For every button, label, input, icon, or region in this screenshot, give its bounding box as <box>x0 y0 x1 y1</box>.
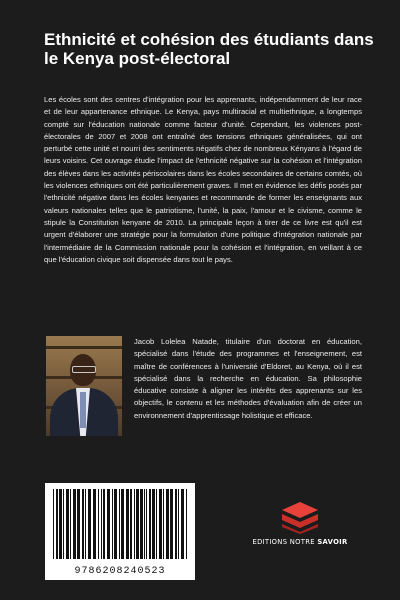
barcode-bar <box>186 489 187 559</box>
barcode-bar <box>163 489 164 559</box>
barcode-bar <box>126 489 129 559</box>
barcode-bar <box>181 489 184 559</box>
barcode-bar <box>112 489 113 559</box>
book-title: Ethnicité et cohésion des étudiants dans le Kenya post-électoral <box>44 30 374 68</box>
barcode-bar <box>82 489 84 559</box>
barcode-bar <box>146 489 147 559</box>
isbn-number: 9786208240523 <box>74 566 166 577</box>
barcode-bar <box>59 489 62 559</box>
barcode-bar <box>114 489 117 559</box>
barcode-bar <box>63 489 64 559</box>
publisher-logo-icon <box>280 500 320 534</box>
barcode-bar <box>166 489 169 559</box>
barcode-bar <box>70 489 71 559</box>
barcode-bar <box>85 489 86 559</box>
barcode-bar <box>159 489 162 559</box>
barcode-bar <box>107 489 110 559</box>
barcode-bar <box>130 489 132 559</box>
barcode-bar <box>88 489 91 559</box>
barcode-bar <box>149 489 151 559</box>
barcode-bar <box>144 489 145 559</box>
barcode-bar <box>119 489 120 559</box>
isbn-barcode <box>45 483 195 580</box>
barcode-bar <box>93 489 96 559</box>
barcode-bar <box>178 489 179 559</box>
barcode-bar <box>66 489 69 559</box>
barcode-bar <box>98 489 99 559</box>
barcode-bar <box>140 489 143 559</box>
barcode-bar <box>152 489 155 559</box>
barcode-bar <box>134 489 135 559</box>
barcode-bar <box>136 489 139 559</box>
barcode-bars <box>51 489 189 559</box>
barcode-bar <box>121 489 124 559</box>
barcode-bar <box>56 489 58 559</box>
publisher-block <box>250 500 350 546</box>
barcode-bar <box>170 489 173 559</box>
barcode-bar <box>175 489 177 559</box>
publisher-name: EDITIONS NOTRE SAVOIR <box>252 538 348 546</box>
barcode-bar <box>156 489 157 559</box>
book-summary: Les écoles sont des centres d'intégration pour les apprenants, indépendamment de leur race et de leur appartenance ethnique. Le Kenya, pays multiracial et multiethnique, a longtemps compté sur l'éducation nationale comme facteur d'unité. Cependant, les violences post-électorales de 2007 et 2008 ont entraîné des tensions ethniques généralisées, qui ont perturbé cette unité et nourri des sentiments négatifs chez de nombreux Kényans à l'égard de leurs voisins. Cet ouvrage étudie l'impact de l'ethnicité négative sur la cohésion et l'intégration des élèves dans les activités périscolaires dans les écoles secondaires de certains comtés, où les violences ethniques ont été particulièrement graves. Il met en évidence les défis posés par l'ethnicité négative dans les écoles kenyanes et recommande de former les enseignants aux valeurs nationales telles que le patriotisme, l'unité, la paix, l'amour et le civisme, comme le stipule la Constitution kenyane de 2010. La principale leçon à tirer de ce livre est qu'il est urgent d'élaborer une stratégie pour la formulation d'une politique d'intégration nationale par l'intermédiaire de la Commission nationale pour la cohésion et l'intégration, en veillant à ce que l'éducation civique soit dispensée dans tout le pays. <box>44 95 362 264</box>
author-bio: Jacob Lolelea Natade, titulaire d'un doctorat en éducation, spécialisé dans l'étude des programmes et l'enseignement, est maître de conférences à l'université d'Eldoret, au Kenya, où il est spécialisé dans la recherche en éducation. Sa philosophie éducative consiste à aligner les intérêts des apprenants sur les objectifs, le contenu et les méthodes d'évaluation afin de créer un environnement d'apprentissage holistique et efficace. <box>134 337 362 420</box>
barcode-bar <box>77 489 80 559</box>
author-photo <box>46 336 122 436</box>
barcode-bar <box>101 489 102 559</box>
barcode-bar <box>103 489 105 559</box>
barcode-bar <box>73 489 76 559</box>
barcode-bar <box>53 489 54 559</box>
